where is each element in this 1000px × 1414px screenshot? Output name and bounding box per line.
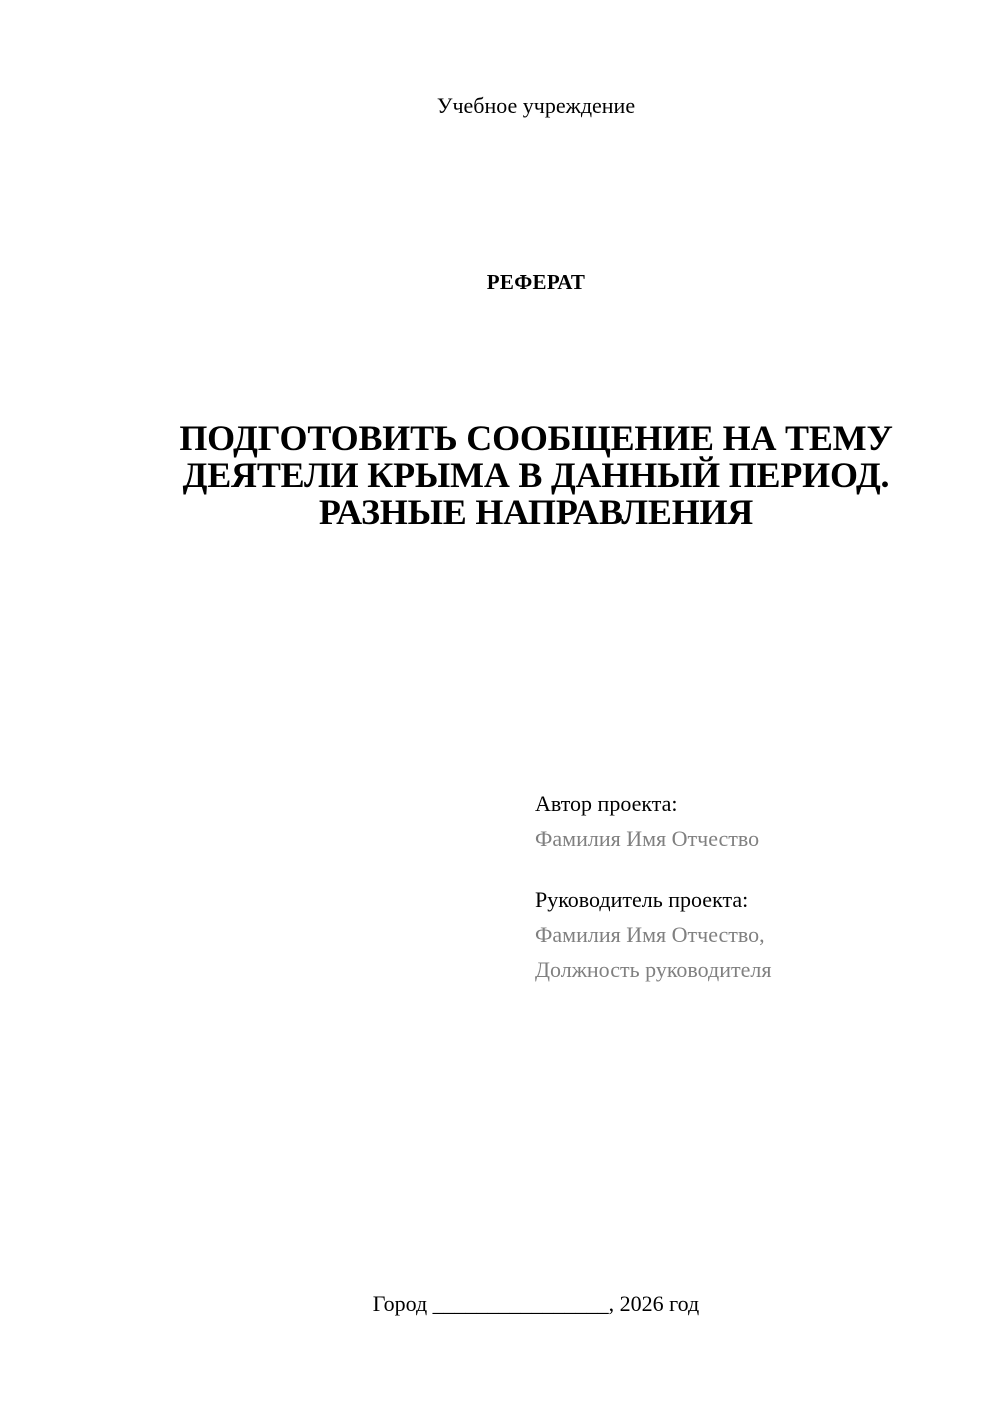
author-name-placeholder: Фамилия Имя Отчество xyxy=(535,826,760,851)
title-line-2: ДЕЯТЕЛИ КРЫМА В ДАННЫЙ ПЕРИОД. xyxy=(182,455,890,495)
document-title xyxy=(120,420,952,531)
supervisor-position-placeholder: Должность руководителя xyxy=(535,957,772,982)
supervisor-label: Руководитель проекта: xyxy=(535,887,749,912)
authors-block xyxy=(535,786,975,987)
title-line-1: ПОДГОТОВИТЬ СООБЩЕНИЕ НА ТЕМУ xyxy=(179,418,893,458)
institution-name: Учебное учреждение xyxy=(436,93,636,118)
title-line-3: РАЗНЫЕ НАПРАВЛЕНИЯ xyxy=(318,492,754,532)
document-type-heading: РЕФЕРАТ xyxy=(486,270,586,294)
authors-spacer xyxy=(535,856,975,882)
city-year-footer: Город ________________, 2026 год xyxy=(372,1291,700,1316)
supervisor-name-placeholder: Фамилия Имя Отчество, xyxy=(535,922,765,947)
author-label: Автор проекта: xyxy=(535,791,678,816)
